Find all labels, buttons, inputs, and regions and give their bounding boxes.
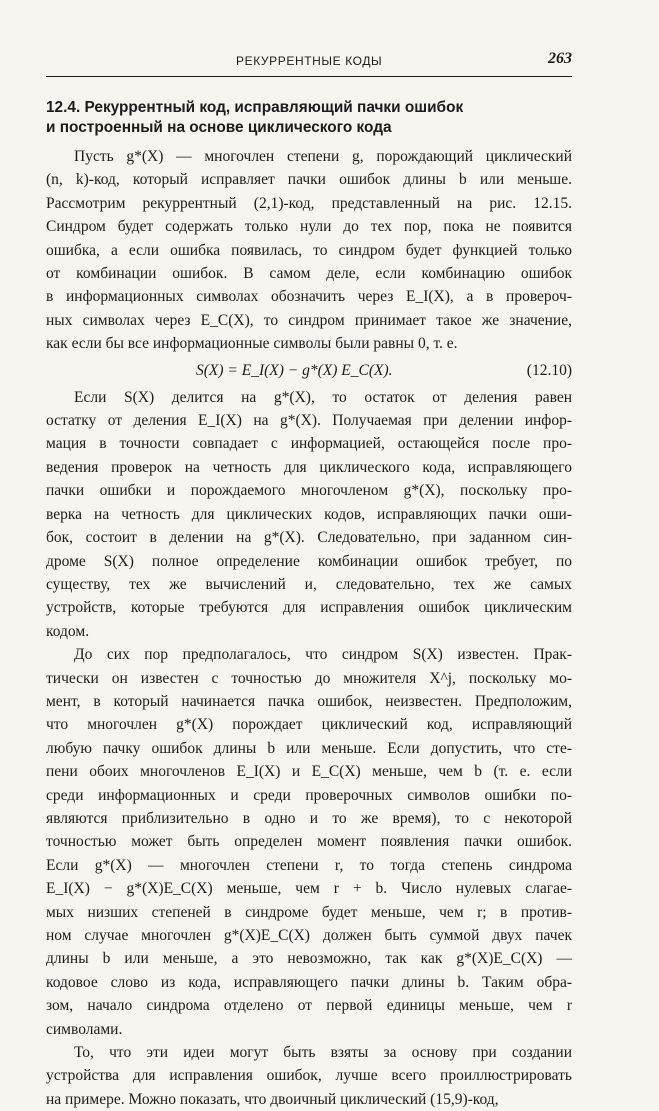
text-line: любую пачку ошибок длины b или меньше. Если допустить, что сте- xyxy=(46,739,572,757)
text-line: что многочлен g*(X) порождает циклический код, исправляющий xyxy=(46,716,572,734)
text-line: Пусть g*(X) — многочлен степени g, порождающий циклический xyxy=(74,148,572,165)
text-line: как если бы все информационные символы были равны 0, т. е. xyxy=(46,335,458,353)
paragraph-2 xyxy=(46,386,572,643)
text-line: устройств, которые требуются для исправления ошибок циклическим xyxy=(46,599,572,617)
running-head: РЕКУРРЕНТНЫЕ КОДЫ xyxy=(236,54,383,68)
text-line: на примере. Можно показать, что двоичный циклический (15,9)-код, xyxy=(46,1090,499,1108)
paragraph-3 xyxy=(46,643,572,1041)
page-header xyxy=(46,50,572,77)
text-line: кодом. xyxy=(46,622,90,640)
text-line: (n, k)-код, который исправляет пачки ошибок длины b или меньше. xyxy=(46,171,572,189)
text-line: в информационных символах обозначить через E_I(X), а в провероч- xyxy=(46,288,572,306)
text-line: То, что эти идеи могут быть взяты за основу при создании xyxy=(74,1044,572,1062)
text-line: пачки ошибки и порождаемого многочленом g*(X), поскольку про- xyxy=(46,482,572,500)
text-line: ных символах через E_C(X), то синдром принимает такое же значение, xyxy=(46,311,572,329)
text-line: пени обоих многочленов E_I(X) и E_C(X) меньше, чем b (т. е. если xyxy=(46,763,572,781)
text-line: мент, в который начинается пачка ошибок, неизвестен. Предположим, xyxy=(46,692,572,710)
equation-number: (12.10) xyxy=(526,361,572,379)
text-line: бок, состоит в делении на g*(X). Следовательно, при заданном син- xyxy=(46,529,572,547)
text-line: устройства для исправления ошибок, лучше всего проиллюстрировать xyxy=(46,1067,572,1085)
text-line: остатку от деления E_I(X) на g*(X). Получаемая при делении инфор- xyxy=(46,412,572,430)
text-line: ведения проверок на четность для циклического кода, исправляющего xyxy=(46,458,572,476)
paragraph-4 xyxy=(46,1041,572,1111)
text-line: точностью может быть определен момент появления пачки ошибок. xyxy=(46,833,572,851)
text-line: Если g*(X) — многочлен степени r, то тогда степень синдрома xyxy=(46,856,572,874)
page-number: 263 xyxy=(548,50,572,67)
text-line: кодовое слово из кода, исправляющего пачки длины b. Таким обра- xyxy=(46,973,572,991)
text-line: ошибка, а если ошибка появилась, то синдром будет функцией только xyxy=(46,241,572,259)
text-line: являются приблизительно в одно и то же время), то с некоторой xyxy=(46,809,572,827)
text-line: E_I(X) − g*(X)E_C(X) меньше, чем r + b. Число нулевых слагае- xyxy=(46,880,572,898)
text-line: мых низших степеней в синдроме будет меньше, чем r; в против- xyxy=(46,903,572,921)
text-line: До сих пор предполагалось, что синдром S(X) известен. Прак- xyxy=(74,646,572,664)
text-line: среди информационных и среди проверочных символов ошибки по- xyxy=(46,786,572,804)
text-line: мация в точности совпадает с информацией, остающейся после про- xyxy=(46,435,572,453)
text-line: Рассмотрим рекуррентный (2,1)-код, представленный на рис. 12.15. xyxy=(46,194,572,212)
text-line: тически он известен с точностью до множителя X^j, поскольку мо- xyxy=(46,669,572,687)
body-text xyxy=(46,145,572,1111)
text-line: существу, тех же вычислений и, следовательно, тех же самых xyxy=(46,575,572,593)
paragraph-1 xyxy=(46,145,572,356)
text-line: верка на четность для циклических кодов, исправляющих пачки оши- xyxy=(46,505,572,523)
section-title-line: и построенный на основе циклического кода xyxy=(46,119,392,136)
text-line: зом, начало синдрома отделено от первой единицы меньше, чем r xyxy=(46,997,572,1015)
text-line: дроме S(X) полное определение комбинации ошибок требует, по xyxy=(46,552,572,570)
section-title xyxy=(46,98,572,138)
text-line: Если S(X) делится на g*(X), то остаток от деления равен xyxy=(74,388,572,406)
equation-formula: S(X) = E_I(X) − g*(X) E_C(X). xyxy=(196,361,393,379)
section-title-line: 12.4. Рекуррентный код, исправляющий пачки ошибок xyxy=(46,99,464,116)
text-line: Синдром будет содержать только нули до тех пор, пока не появится xyxy=(46,218,572,236)
text-line: ном случае многочлен g*(X)E_C(X) должен быть суммой двух пачек xyxy=(46,927,572,944)
text-line: длины b или меньше, а это невозможно, так как g*(X)E_C(X) — xyxy=(46,950,572,968)
equation xyxy=(46,356,572,386)
text-line: от комбинации ошибок. В самом деле, если комбинацию ошибок xyxy=(46,265,572,283)
text-line: символами. xyxy=(46,1020,123,1038)
